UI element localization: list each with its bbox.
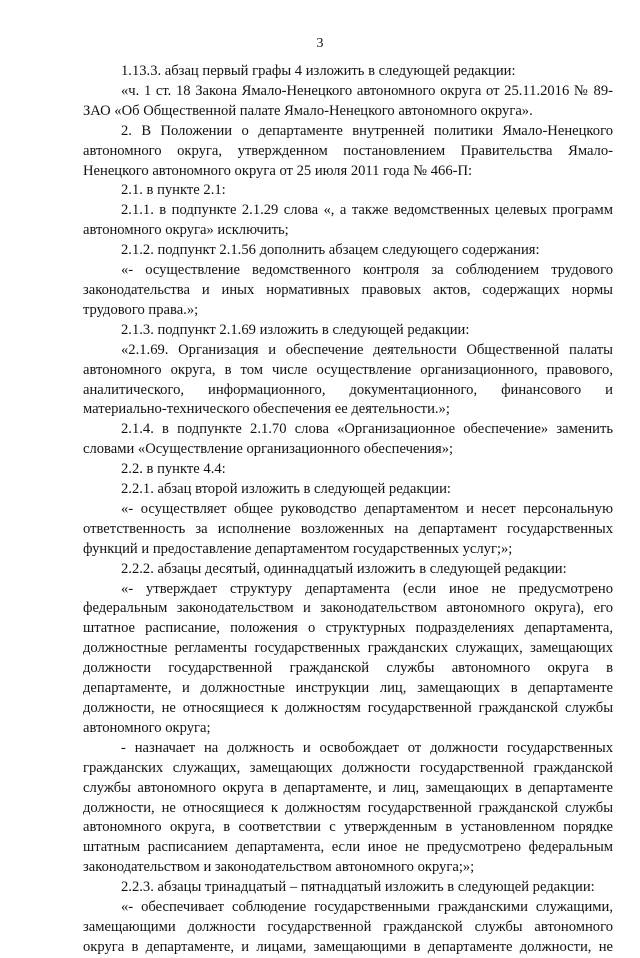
- paragraph: 2.2.3. абзацы тринадцатый – пятнадцатый изложить в следующей редакции:: [121, 879, 595, 896]
- paragraph: 2. В Положении о департаменте внутренней политики Ямало-Ненецкого автономного округа, утвержденном постановлением Правительства Ямало-Ненецкого автономного округа от 25 июля 2011 года № 466-П:: [83, 122, 613, 179]
- paragraph: 2.1.2. подпункт 2.1.56 дополнить абзацем следующего содержания:: [121, 242, 540, 259]
- paragraph: «- обеспечивает соблюдение государственными гражданскими служащими, замещающими должности государственной гражданской службы автономного округа в департаменте, и лицами, замещающими в департаменте должности, не: [83, 899, 613, 955]
- document-body: [83, 62, 613, 958]
- paragraph: 2.1.1. в подпункте 2.1.29 слова «, а также ведомственных целевых программ автономного округа» исключить;: [83, 202, 613, 239]
- paragraph: - назначает на должность и освобождает от должности государственных гражданских служащих, замещающих должности государственной гражданской службы автономного округа в департаменте, и лиц, замещающих в департаменте должности, не относящиеся к должностям государственной гражданской службы автономного округа, в соответствии с утвержденным в установленном порядке штатным расписанием департамента, если иное не предусмотрено федеральным законодательством и законодательством автономного округа;»;: [83, 739, 613, 876]
- page-number: 3: [316, 36, 324, 51]
- paragraph: 2.2.2. абзацы десятый, одиннадцатый изложить в следующей редакции:: [121, 560, 567, 577]
- paragraph: 1.13.3. абзац первый графы 4 изложить в следующей редакции:: [121, 63, 516, 79]
- paragraph: «ч. 1 ст. 18 Закона Ямало-Ненецкого автономного округа от 25.11.2016 № 89-ЗАО «Об Общественной палате Ямало-Ненецкого автономного округа».: [83, 82, 613, 119]
- paragraph: «- осуществляет общее руководство департаментом и несет персональную ответственность за исполнение возложенных на департамент государственных функций и предоставление департаментом государственных услуг;»;: [83, 500, 613, 557]
- paragraph: «- осуществление ведомственного контроля за соблюдением трудового законодательства и иных нормативных правовых актов, содержащих нормы трудового права.»;: [83, 262, 613, 318]
- paragraph: 2.2.1. абзац второй изложить в следующей редакции:: [121, 481, 451, 498]
- paragraph: 2.1.3. подпункт 2.1.69 изложить в следующей редакции:: [121, 321, 470, 338]
- paragraph: 2.2. в пункте 4.4:: [121, 461, 226, 478]
- paragraph: 2.1. в пункте 2.1:: [121, 182, 226, 199]
- paragraph: «2.1.69. Организация и обеспечение деятельности Общественной палаты автономного округа, в том числе осуществление организационного, правового, аналитического, информационного, документационного, финансового и материально-технического обеспечения ее деятельности.»;: [83, 341, 613, 418]
- paragraph: «- утверждает структуру департамента (если иное не предусмотрено федеральным законодательством и законодательством автономного округа), его штатное расписание, положения о структурных подразделениях департамента, должностные регламенты государственных гражданских служащих, замещающих должности государственной гражданской службы автономного округа в департаменте, и должностные инструкции лиц, замещающих в департаменте должности, не относящиеся к должностям государственной гражданской службы автономного округа;: [83, 580, 613, 736]
- paragraph: 2.1.4. в подпункте 2.1.70 слова «Организационное обеспечение» заменить словами «Осуществление организационного обеспечения»;: [83, 421, 613, 458]
